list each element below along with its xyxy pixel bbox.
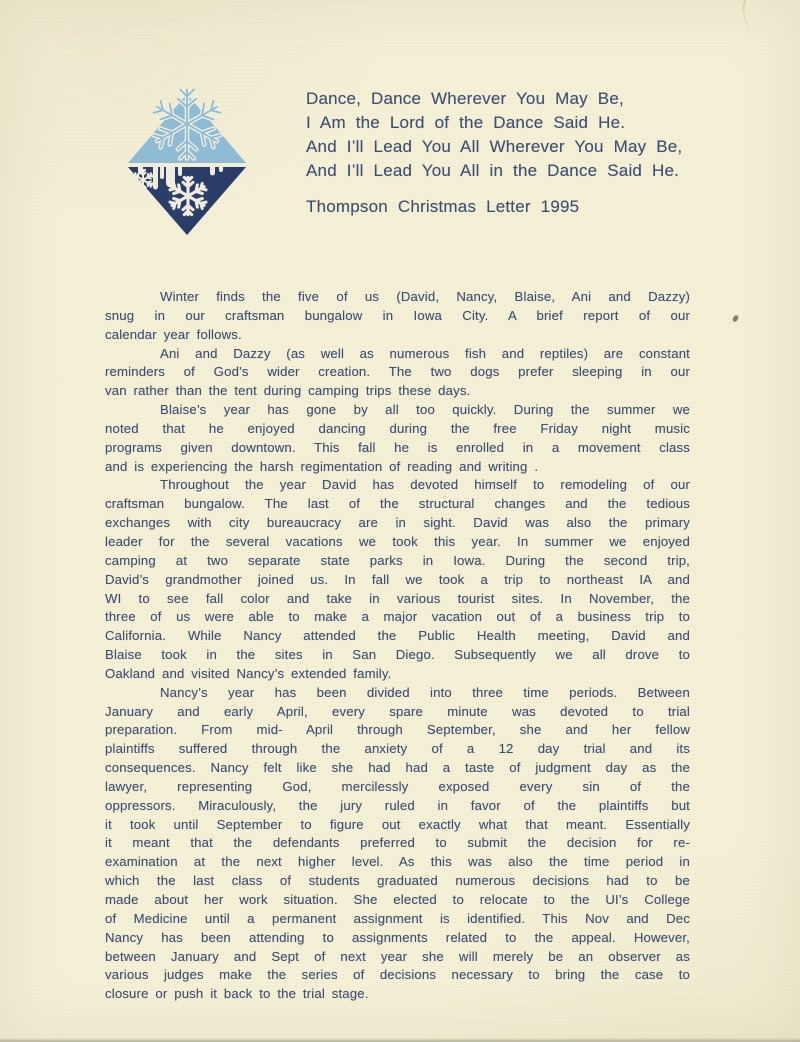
paragraph — [105, 476, 690, 683]
body-line: Blaise’s year has gone by all too quickly. During the summer we — [160, 402, 690, 418]
paper-crease — [728, 0, 800, 50]
body-line: and is experiencing the harsh regimentation of reading and writing . — [105, 458, 539, 474]
scan-bottom-edge — [0, 1038, 800, 1042]
body-line: lawyer, representing God, mercilessly exposed every sin of the — [105, 778, 690, 794]
poem-line: And I’ll Lead You All Wherever You May Be, — [306, 137, 683, 156]
body-line: California. While Nancy attended the Public Health meeting, David and — [105, 628, 690, 644]
poem — [306, 87, 726, 183]
body-line: various judges make the series of decisions necessary to bring the case to — [105, 967, 690, 983]
body-line: Oakland and visited Nancy’s extended family. — [105, 665, 392, 681]
body-line: camping at two separate state parks in Iowa. During the second trip, — [105, 552, 690, 568]
letter-header — [306, 87, 726, 219]
paragraph — [105, 401, 690, 476]
body-line: between January and Sept of next year she will merely be an observer as — [105, 948, 690, 964]
body-line: Nancy has been attending to assignments related to the appeal. However, — [105, 929, 690, 945]
poem-line: I Am the Lord of the Dance Said He. — [306, 113, 626, 132]
body-line: programs given downtown. This fall he is enrolled in a movement class — [105, 439, 690, 455]
body-line: Nancy’s year has been divided into three time periods. Between — [160, 684, 690, 700]
body-line: WI to see fall color and take in various tourist sites. In November, the — [105, 590, 690, 606]
snowflake-diamond-logo — [126, 84, 248, 236]
body-line: Blaise took in the sites in San Diego. Subsequently we all drove to — [105, 647, 690, 663]
body-line: leader for the several vacations we took this year. In summer we enjoyed — [105, 533, 690, 549]
paragraph — [105, 345, 690, 402]
letter-title: Thompson Christmas Letter 1995 — [306, 197, 580, 216]
body-line: examination at the next higher level. As this was also the time period in — [105, 854, 690, 870]
body-line: exchanges with city bureaucracy are in sight. David was also the primary — [105, 515, 690, 531]
body-line: plaintiffs suffered through the anxiety of a 12 day trial and its — [105, 741, 690, 757]
body-line: reminders of God’s wider creation. The two dogs prefer sleeping in our — [105, 364, 690, 380]
body-line: Winter finds the five of us (David, Nancy, Blaise, Ani and Dazzy) — [160, 289, 690, 304]
body-line: craftsman bungalow. The last of the structural changes and the tedious — [105, 496, 690, 512]
body-line: van rather than the tent during camping trips these days. — [105, 383, 471, 399]
letter-body — [105, 288, 690, 1004]
body-line: consequences. Nancy felt like she had had a taste of judgment day as the — [105, 760, 690, 776]
body-line: three of us were able to make a major vacation out of a business trip to — [105, 609, 690, 625]
body-line: it took until September to figure out exactly what that meant. Essentially — [105, 816, 690, 832]
body-line: of Medicine until a permanent assignment is identified. This Nov and Dec — [105, 910, 690, 926]
body-line: Ani and Dazzy (as well as numerous fish and reptiles) are constant — [160, 345, 690, 361]
poem-line: Dance, Dance Wherever You May Be, — [306, 89, 624, 108]
body-line: Throughout the year David has devoted himself to remodeling of our — [160, 477, 690, 493]
body-line: which the last class of students graduated numerous decisions had to be — [105, 873, 690, 889]
body-line: made about her work situation. She elected to relocate to the UI’s College — [105, 892, 690, 907]
body-line: preparation. From mid- April through September, she and her fellow — [105, 722, 690, 738]
poem-line: And I’ll Lead You All in the Dance Said He. — [306, 161, 680, 180]
body-line: David’s grandmother joined us. In fall we took a trip to northeast IA and — [105, 571, 690, 587]
paragraph — [105, 288, 690, 345]
paragraph — [105, 684, 690, 1004]
body-line: it meant that the defendants preferred to submit the decision for re- — [105, 835, 690, 851]
body-line: calendar year follows. — [105, 326, 242, 342]
body-line: January and early April, every spare minute was devoted to trial — [105, 703, 690, 719]
dust-speck — [732, 314, 739, 322]
body-line: oppressors. Miraculously, the jury ruled in favor of the plaintiffs but — [105, 797, 690, 813]
body-line: closure or push it back to the trial stage. — [105, 986, 369, 1002]
body-line: noted that he enjoyed dancing during the free Friday night music — [105, 420, 690, 436]
body-line: snug in our craftsman bungalow in Iowa City. A brief report of our — [105, 307, 690, 323]
